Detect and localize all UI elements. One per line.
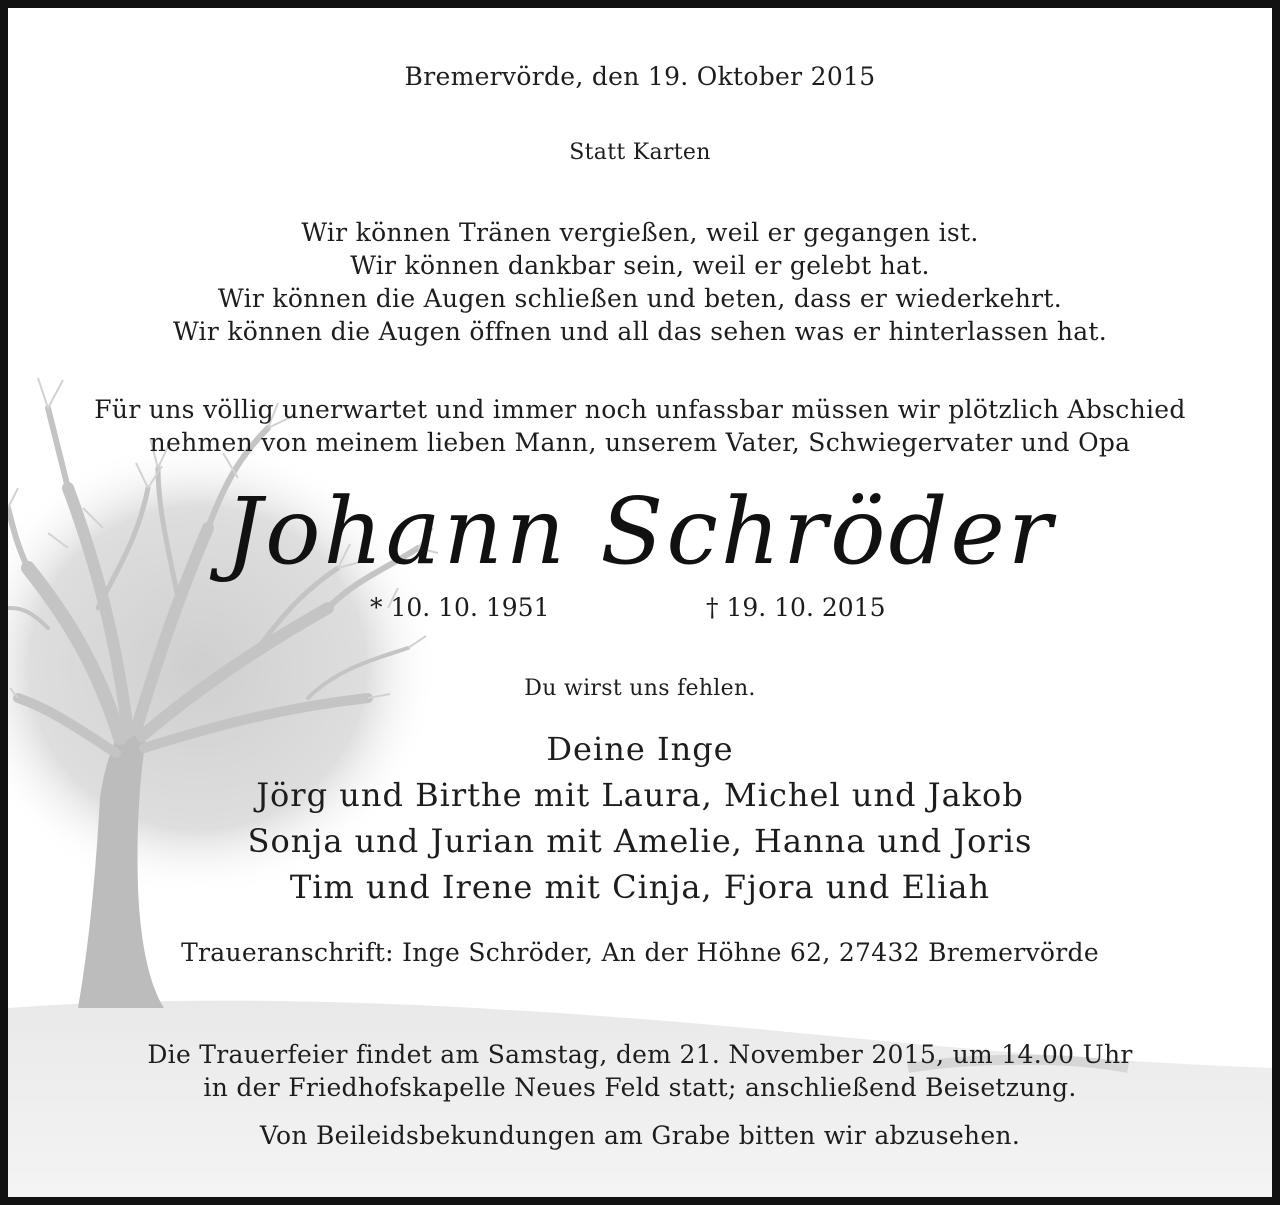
intro-line: Für uns völlig unerwartet und immer noch unfassbar müssen wir plötzlich Abschied [94, 395, 1186, 424]
mourning-address: Traueranschrift: Inge Schröder, An der Höhne 62, 27432 Bremervörde [181, 938, 1099, 967]
service-line: in der Friedhofskapelle Neues Feld statt; anschließend Beisetzung. [203, 1073, 1077, 1102]
family-line: Sonja und Jurian mit Amelie, Hanna und Joris [247, 822, 1033, 860]
closing-line: Du wirst uns fehlen. [524, 676, 756, 701]
birth-date: * 10. 10. 1951 [370, 593, 550, 622]
deceased-name: Johann Schröder [225, 478, 1055, 585]
death-date: † 19. 10. 2015 [706, 593, 886, 622]
poem [8, 216, 1272, 348]
family-line: Jörg und Birthe mit Laura, Michel und Jakob [256, 776, 1024, 814]
poem-line: Wir können die Augen öffnen und all das sehen was er hinterlassen hat. [172, 317, 1108, 346]
family-line: Tim und Irene mit Cinja, Fjora und Eliah [289, 868, 991, 906]
condolence-note: Von Beileidsbekundungen am Grabe bitten wir abzusehen. [259, 1121, 1021, 1150]
poem-line: Wir können dankbar sein, weil er gelebt hat. [350, 251, 930, 280]
poem-line: Wir können Tränen vergießen, weil er gegangen ist. [301, 218, 979, 247]
intro-text [8, 393, 1272, 459]
poem-line: Wir können die Augen schließen und beten, dass er wiederkehrt. [218, 284, 1062, 313]
funeral-service-info [8, 1038, 1272, 1104]
family-line: Deine Inge [546, 730, 734, 768]
family-list [8, 726, 1272, 910]
place-date: Bremervörde, den 19. Oktober 2015 [404, 62, 876, 91]
service-line: Die Trauerfeier findet am Samstag, dem 21. November 2015, um 14.00 Uhr [147, 1040, 1133, 1069]
statt-karten: Statt Karten [569, 140, 711, 165]
intro-line: nehmen von meinem lieben Mann, unserem Vater, Schwiegervater und Opa [149, 428, 1131, 457]
obituary-content [8, 8, 1272, 1197]
